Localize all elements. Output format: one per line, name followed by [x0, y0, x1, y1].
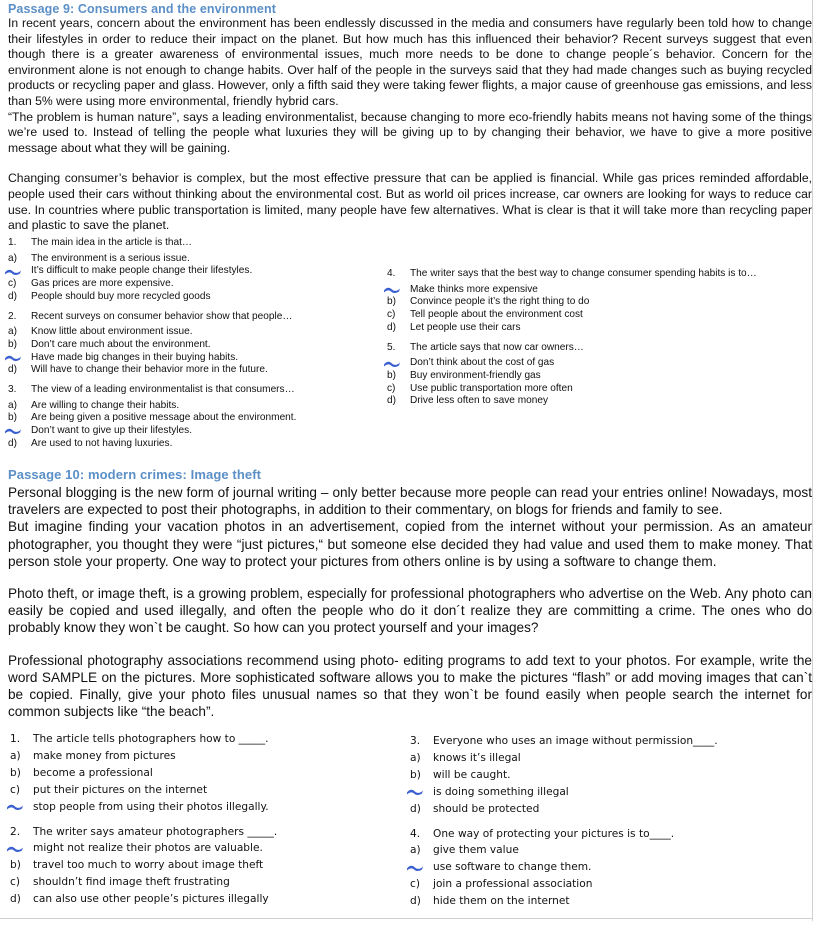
option-label: c): [387, 382, 396, 394]
option-label: c): [10, 876, 20, 889]
question-number: 4.: [410, 827, 421, 840]
question-stem: [10, 731, 277, 748]
option-text: Buy environment-friendly gas: [410, 369, 541, 381]
passage9-paragraph-2: “The problem is human nature”, says a leading environmentalist, because changing to more eco-friendly habits means not having some of the things we’re used to. Instead of telling the people what luxuries they will be giving up to by changing their behavior, we have to give a more positive message about what they will be gaining.: [8, 109, 812, 155]
question-stem-text: One way of protecting your pictures is to____.: [433, 827, 675, 840]
question-block: [8, 237, 296, 304]
question-block: [10, 731, 277, 816]
question-stem-text: Recent surveys on consumer behavior show that people…: [31, 310, 293, 322]
answer-option: [410, 784, 718, 801]
question-stem-text: Everyone who uses an image without permission____.: [433, 735, 718, 747]
pen-checkmark-icon: [406, 863, 424, 872]
passage9-questions-left: [8, 237, 296, 451]
option-text: make money from pictures: [33, 749, 176, 762]
question-stem-text: The article says that now car owners…: [410, 341, 584, 353]
answer-option: [8, 412, 296, 425]
question-number: 3.: [8, 384, 17, 396]
option-label: b): [410, 768, 421, 781]
question-number: 1.: [8, 237, 17, 248]
question-number: 3.: [410, 735, 421, 747]
passage9-text: [8, 16, 812, 234]
pen-checkmark-icon: [4, 353, 22, 362]
answer-option: [410, 859, 718, 876]
option-text: should be protected: [433, 802, 540, 815]
question-number: 2.: [8, 310, 17, 322]
pen-checkmark-icon: [4, 267, 22, 276]
option-text: become a professional: [33, 766, 153, 779]
option-text: use software to change them.: [433, 861, 592, 874]
option-text: Are being given a positive message about the environment.: [31, 412, 297, 424]
option-text: Don’t think about the cost of gas: [410, 357, 555, 369]
question-stem: [410, 733, 718, 750]
question-stem: [8, 311, 296, 324]
option-text: Make thinks more expensive: [410, 283, 538, 295]
question-stem: [10, 824, 277, 841]
question-number: 1.: [10, 733, 21, 745]
answer-option: [10, 765, 277, 782]
option-text: Let people use their cars: [410, 321, 521, 333]
page-border-bottom: [0, 918, 813, 919]
option-label: b): [8, 412, 17, 424]
question-block: [10, 824, 277, 909]
question-stem-text: The article tells photographers how to _____.: [33, 733, 269, 745]
answer-option: [387, 383, 757, 396]
option-text: is doing something illegal: [433, 785, 569, 798]
passage9-paragraph-3: Changing consumer’s behavior is complex, but the most effective pressure that can be applied is financial. While gas prices reminded affordable, people used their cars without thinking about the environmental cost. But as world oil prices increase, car owners are looking for ways to reduce car use. In countries where public transportation is limited, many people have few alternatives. What is clear is that it will take more than recycling paper and plastic to save the planet.: [8, 171, 812, 233]
pen-checkmark-icon: [406, 788, 424, 797]
option-label: a): [8, 252, 17, 264]
answer-option: [8, 326, 296, 339]
option-label: a): [410, 844, 421, 857]
option-label: d): [8, 290, 17, 302]
option-text: Don’t care much about the environment.: [31, 338, 211, 350]
answer-option: [387, 395, 757, 408]
answer-option: [410, 893, 718, 910]
option-label: d): [410, 802, 421, 815]
option-text: shouldn’t find image theft frustrating: [33, 876, 230, 889]
question-stem-text: The writer says amateur photographers _____.: [33, 825, 278, 838]
question-stem-text: The view of a leading environmentalist is that consumers…: [31, 384, 295, 396]
pen-checkmark-icon: [383, 286, 401, 295]
answer-option: [8, 352, 296, 365]
option-label: d): [8, 437, 17, 449]
option-label: d): [8, 364, 17, 376]
question-stem-text: The writer says that the best way to change consumer spending habits is to…: [410, 268, 757, 279]
question-stem: [8, 237, 296, 250]
answer-option: [8, 339, 296, 352]
option-label: c): [387, 309, 396, 321]
option-text: Don’t want to give up their lifestyles.: [31, 425, 193, 437]
option-text: put their pictures on the internet: [33, 783, 208, 796]
option-text: People should buy more recycled goods: [31, 290, 211, 302]
question-block: [387, 268, 757, 335]
answer-option: [8, 265, 296, 278]
option-text: Are willing to change their habits.: [31, 399, 180, 411]
option-label: b): [8, 338, 17, 350]
question-number: 5.: [387, 341, 396, 353]
question-block: [410, 733, 718, 818]
option-text: knows it’s illegal: [433, 751, 521, 764]
question-stem: [410, 826, 718, 843]
option-text: hide them on the internet: [433, 895, 570, 908]
option-label: a): [10, 749, 21, 762]
option-text: can also use other people’s pictures illegally: [33, 893, 269, 906]
answer-option: [387, 296, 757, 309]
answer-option: [8, 400, 296, 413]
answer-option: [10, 891, 277, 908]
passage10-questions-right: [410, 733, 718, 910]
question-stem: [387, 268, 757, 281]
option-label: b): [10, 859, 21, 872]
question-block: [410, 826, 718, 911]
answer-option: [10, 874, 277, 891]
option-text: Know little about environment issue.: [31, 326, 193, 338]
passage10-paragraph-1: Personal blogging is the new form of journal writing – only better because more people can read your entries online! Nowadays, most travelers are expected to post their photographs, in addition to their commentary, on blogs for friends and family to see.: [8, 485, 812, 518]
option-label: b): [387, 369, 396, 381]
passage10-paragraph-4: Professional photography associations recommend using photo- editing programs to add text to your photos. For example, write the word SAMPLE on the pictures. More sophisticated software allows you to make the pictures “flash” or add moving images that can`t be copied. Finally, give your photo files unusual names so that they won`t be found easily when people search the internet for common subjects like “the beach”.: [8, 652, 812, 720]
option-text: Are used to not having luxuries.: [31, 437, 173, 449]
question-stem: [8, 384, 296, 397]
option-label: b): [387, 296, 396, 308]
question-stem: [387, 342, 757, 355]
answer-option: [387, 370, 757, 383]
pen-checkmark-icon: [6, 803, 24, 812]
passage10-title: Passage 10: modern crimes: Image theft: [8, 467, 262, 482]
answer-option: [387, 357, 757, 370]
option-text: stop people from using their photos illegally.: [33, 800, 269, 813]
question-number: 4.: [387, 268, 396, 279]
passage9-paragraph-1: In recent years, concern about the environment has been endlessly discussed in the media and consumers have regularly been told how to change their lifestyles in order to reduce their impact on the planet. But how much has this influenced their behavior? Recent surveys suggest that even though there is a greater awareness of environmental issues, much more needs to be done to change people´s behavior. Concern for the environment alone is not enough to change habits. Over half of the people in the surveys said that they had made changes such as buying recycled products or recycling paper and glass. However, only a fifth said they were taking fewer flights, a major cause of greenhouse gas emissions, and less than 5% were using more environmental, friendly hybrid cars.: [8, 16, 812, 108]
option-text: will be caught.: [433, 768, 511, 781]
option-text: Use public transportation more often: [410, 382, 573, 394]
option-label: d): [387, 321, 396, 333]
option-label: a): [8, 399, 17, 411]
pen-checkmark-icon: [6, 844, 24, 853]
passage10-paragraph-2: But imagine finding your vacation photos in an advertisement, copied from the internet without your permission. As an amateur photographer, you thought they were “just pictures,“ but someone else decided they had value and used them to make money. That person stole your property. One way to protect your pictures from others online is by using a software to change them.: [8, 519, 812, 569]
option-label: c): [8, 278, 17, 290]
option-label: c): [10, 783, 20, 796]
option-text: Gas prices are more expensive.: [31, 278, 174, 290]
answer-option: [410, 876, 718, 893]
option-text: Tell people about the environment cost: [410, 309, 583, 321]
option-text: join a professional association: [433, 878, 593, 891]
answer-option: [8, 291, 296, 304]
answer-option: [410, 801, 718, 818]
question-block: [8, 384, 296, 451]
option-text: travel too much to worry about image theft: [33, 859, 264, 872]
answer-option: [10, 799, 277, 816]
answer-option: [10, 782, 277, 799]
option-label: d): [410, 895, 421, 908]
page-border-right: [812, 0, 813, 921]
option-label: d): [387, 395, 396, 407]
passage9-title: Passage 9: Consumers and the environment: [8, 2, 276, 16]
option-text: It’s difficult to make people change their lifestyles.: [31, 265, 253, 277]
pen-checkmark-icon: [383, 359, 401, 368]
option-text: Convince people it’s the right thing to do: [410, 296, 590, 308]
answer-option: [410, 750, 718, 767]
option-text: The environment is a serious issue.: [31, 252, 190, 264]
option-text: give them value: [433, 844, 519, 857]
question-block: [387, 342, 757, 409]
passage10-paragraph-3: Photo theft, or image theft, is a growing problem, especially for professional photographers who advertise on the Web. Any photo can easily be copied and used illegally, and often the people who do it don´t realize they are committing a crime. The ones who do probably know they won`t be caught. So how can you protect yourself and your images?: [8, 586, 812, 636]
answer-option: [8, 425, 296, 438]
answer-option: [10, 840, 277, 857]
question-stem-text: The main idea in the article is that…: [31, 237, 193, 248]
option-label: a): [8, 326, 17, 338]
question-block: [8, 311, 296, 378]
option-text: Have made big changes in their buying habits.: [31, 351, 239, 363]
passage10-text: [8, 484, 812, 720]
option-label: c): [410, 878, 420, 891]
answer-option: [8, 438, 296, 451]
option-text: Drive less often to save money: [410, 395, 549, 407]
passage10-questions-left: [10, 731, 277, 908]
answer-option: [8, 364, 296, 377]
option-label: b): [10, 766, 21, 779]
answer-option: [387, 322, 757, 335]
option-label: a): [410, 751, 421, 764]
option-text: might not realize their photos are valuable.: [33, 842, 263, 855]
answer-option: [10, 857, 277, 874]
answer-option: [10, 748, 277, 765]
option-text: Will have to change their behavior more in the future.: [31, 364, 268, 376]
option-label: d): [10, 893, 21, 906]
passage9-questions-right: [387, 268, 757, 408]
answer-option: [8, 253, 296, 266]
answer-option: [387, 309, 757, 322]
answer-option: [410, 842, 718, 859]
pen-checkmark-icon: [4, 427, 22, 436]
answer-option: [8, 278, 296, 291]
answer-option: [410, 767, 718, 784]
question-number: 2.: [10, 825, 21, 838]
answer-option: [387, 284, 757, 297]
